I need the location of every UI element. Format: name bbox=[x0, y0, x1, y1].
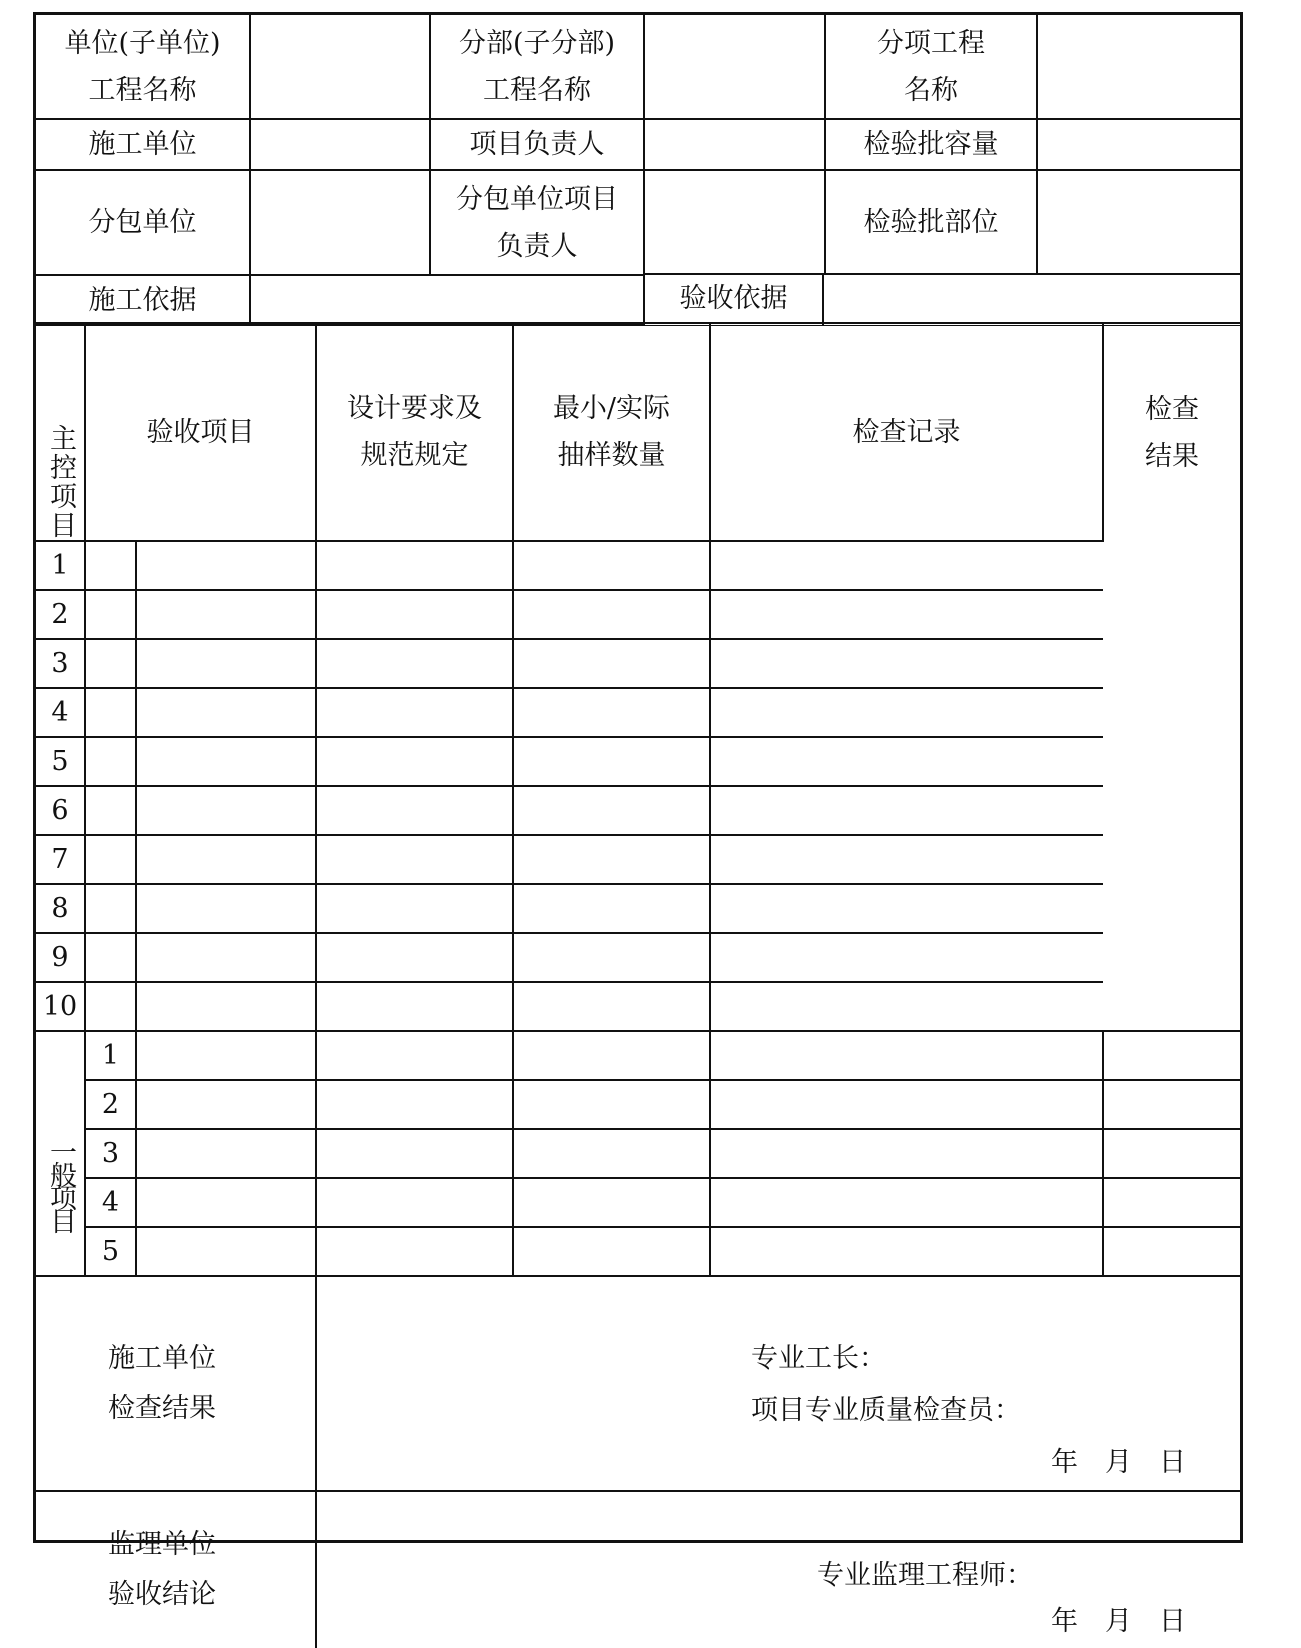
design-requirement-field[interactable] bbox=[136, 737, 316, 786]
sample-count-field[interactable] bbox=[316, 737, 513, 786]
design-requirement-field[interactable] bbox=[136, 688, 316, 737]
sample-count-field[interactable] bbox=[316, 590, 513, 639]
subcontractor-field[interactable] bbox=[250, 170, 430, 275]
inspection-result-field[interactable] bbox=[1103, 1080, 1240, 1129]
item-field[interactable] bbox=[85, 541, 136, 590]
sample-count-field[interactable] bbox=[316, 884, 513, 933]
item-field[interactable] bbox=[85, 835, 136, 884]
table-row bbox=[36, 835, 1240, 884]
item-field[interactable] bbox=[85, 590, 136, 639]
subcontractor-label: 分包单位 bbox=[36, 170, 250, 275]
design-requirement-field[interactable] bbox=[136, 590, 316, 639]
item-field[interactable] bbox=[136, 1080, 316, 1129]
row-number: 10 bbox=[36, 982, 85, 1031]
item-field[interactable] bbox=[85, 884, 136, 933]
item-field[interactable] bbox=[85, 933, 136, 982]
sample-count-field[interactable] bbox=[316, 933, 513, 982]
inspection-result-field[interactable] bbox=[710, 933, 1103, 982]
table-row bbox=[36, 1227, 1240, 1276]
unit-project-name-label: 单位(子单位) 工程名称 bbox=[36, 15, 250, 119]
table-row bbox=[36, 1178, 1240, 1227]
acceptance-basis-label-cell: 验收依据 bbox=[643, 275, 824, 325]
inspection-record-field[interactable] bbox=[710, 1080, 1103, 1129]
inspection-record-field[interactable] bbox=[513, 639, 710, 688]
sample-count-field[interactable] bbox=[316, 786, 513, 835]
inspection-record-field[interactable] bbox=[513, 786, 710, 835]
inspection-result-field[interactable] bbox=[710, 982, 1103, 1031]
inspection-record-field[interactable] bbox=[710, 1227, 1103, 1276]
inspection-result-field[interactable] bbox=[710, 590, 1103, 639]
row-number: 8 bbox=[36, 884, 85, 933]
inspection-result-field[interactable] bbox=[1103, 1031, 1240, 1080]
row-number: 4 bbox=[36, 688, 85, 737]
row-number: 9 bbox=[36, 933, 85, 982]
item-field[interactable] bbox=[85, 737, 136, 786]
foreman-label: 专业工长： bbox=[751, 1343, 886, 1374]
subdivision-project-name-label: 分部(子分部) 工程名称 bbox=[430, 15, 644, 119]
table-row bbox=[36, 933, 1240, 982]
inspection-batch-form bbox=[33, 12, 1243, 1637]
row-number: 1 bbox=[85, 1031, 136, 1080]
construction-date-label: 年 月 日 bbox=[1051, 1447, 1186, 1478]
row-number: 2 bbox=[85, 1080, 136, 1129]
inspection-result-field[interactable] bbox=[1103, 1129, 1240, 1178]
inspection-result-field[interactable] bbox=[710, 786, 1103, 835]
construction-unit-label: 施工单位 bbox=[36, 119, 250, 170]
sample-count-field[interactable] bbox=[513, 1227, 710, 1276]
design-requirement-field[interactable] bbox=[136, 786, 316, 835]
main-control-group-label: 主控项目 bbox=[36, 323, 85, 541]
inspection-result-field[interactable] bbox=[710, 737, 1103, 786]
table-row bbox=[36, 639, 1240, 688]
inspection-record-field[interactable] bbox=[513, 590, 710, 639]
inspection-record-field[interactable] bbox=[513, 541, 710, 590]
row-number: 3 bbox=[85, 1129, 136, 1178]
item-project-name-label: 分项工程 名称 bbox=[825, 15, 1037, 119]
design-requirement-field[interactable] bbox=[316, 1227, 513, 1276]
design-requirement-field[interactable] bbox=[136, 933, 316, 982]
construction-basis-divider bbox=[249, 273, 251, 323]
item-field[interactable] bbox=[136, 1178, 316, 1227]
table-row bbox=[36, 590, 1240, 639]
design-requirement-field[interactable] bbox=[136, 835, 316, 884]
table-row bbox=[36, 1080, 1240, 1129]
item-field[interactable] bbox=[85, 786, 136, 835]
col-inspection-record: 检查记录 bbox=[710, 323, 1103, 541]
batch-location-field[interactable] bbox=[1037, 170, 1240, 275]
subdivision-project-name-field[interactable] bbox=[644, 15, 825, 119]
supervision-date-label: 年 月 日 bbox=[1051, 1606, 1186, 1637]
row-number: 7 bbox=[36, 835, 85, 884]
design-requirement-field[interactable] bbox=[316, 1178, 513, 1227]
sample-count-field[interactable] bbox=[513, 1031, 710, 1080]
table-row bbox=[36, 1129, 1240, 1178]
inspection-result-field[interactable] bbox=[710, 639, 1103, 688]
row-number: 1 bbox=[36, 541, 85, 590]
inspection-record-field[interactable] bbox=[710, 1031, 1103, 1080]
sample-count-field[interactable] bbox=[316, 835, 513, 884]
design-requirement-field[interactable] bbox=[136, 541, 316, 590]
row-number: 4 bbox=[85, 1178, 136, 1227]
project-manager-field[interactable] bbox=[644, 119, 825, 170]
inspection-result-field[interactable] bbox=[1103, 1227, 1240, 1276]
design-requirement-field[interactable] bbox=[316, 1031, 513, 1080]
construction-check-label: 施工单位 检查结果 bbox=[36, 1276, 316, 1491]
subcontractor-manager-field[interactable] bbox=[644, 170, 825, 275]
item-field[interactable] bbox=[85, 688, 136, 737]
table-row bbox=[36, 541, 1240, 590]
acceptance-basis-row bbox=[643, 273, 1240, 325]
acceptance-basis-field[interactable] bbox=[824, 275, 1240, 325]
item-field[interactable] bbox=[136, 1227, 316, 1276]
sample-count-field[interactable] bbox=[316, 541, 513, 590]
row-number: 3 bbox=[36, 639, 85, 688]
supervision-engineer-label: 专业监理工程师： bbox=[817, 1560, 1033, 1591]
design-requirement-field[interactable] bbox=[316, 1080, 513, 1129]
sample-count-field[interactable] bbox=[513, 1178, 710, 1227]
sample-count-field[interactable] bbox=[513, 1080, 710, 1129]
inspection-items-table bbox=[36, 322, 1240, 1648]
construction-basis-label: 施工依据 bbox=[36, 275, 250, 325]
row-number: 2 bbox=[36, 590, 85, 639]
table-row bbox=[36, 1031, 1240, 1080]
batch-capacity-label: 检验批容量 bbox=[825, 119, 1037, 170]
inspection-record-field[interactable] bbox=[710, 1129, 1103, 1178]
quality-inspector-label: 项目专业质量检查员： bbox=[751, 1395, 1021, 1426]
unit-project-name-field[interactable] bbox=[250, 15, 430, 119]
inspection-record-field[interactable] bbox=[513, 737, 710, 786]
col-inspection-result: 检查 结果 bbox=[1103, 323, 1240, 541]
col-sample-count: 最小/实际 抽样数量 bbox=[513, 323, 710, 541]
col-design-requirement: 设计要求及 规范规定 bbox=[316, 323, 513, 541]
inspection-record-field[interactable] bbox=[513, 982, 710, 1031]
sample-count-field[interactable] bbox=[316, 688, 513, 737]
design-requirement-field[interactable] bbox=[136, 982, 316, 1031]
design-requirement-field[interactable] bbox=[136, 884, 316, 933]
inspection-result-field[interactable] bbox=[710, 688, 1103, 737]
inspection-result-field[interactable] bbox=[710, 541, 1103, 590]
sample-count-field[interactable] bbox=[513, 1129, 710, 1178]
inspection-result-field[interactable] bbox=[710, 884, 1103, 933]
project-manager-label: 项目负责人 bbox=[430, 119, 644, 170]
construction-check-area[interactable] bbox=[316, 1276, 1240, 1491]
sample-count-field[interactable] bbox=[316, 982, 513, 1031]
item-project-name-field[interactable] bbox=[1037, 15, 1240, 119]
batch-capacity-field[interactable] bbox=[1037, 119, 1240, 170]
batch-location-label: 检验批部位 bbox=[825, 170, 1037, 275]
row-number: 6 bbox=[36, 786, 85, 835]
inspection-record-field[interactable] bbox=[513, 688, 710, 737]
item-field[interactable] bbox=[136, 1129, 316, 1178]
inspection-record-field[interactable] bbox=[710, 1178, 1103, 1227]
item-field[interactable] bbox=[136, 1031, 316, 1080]
row-number: 5 bbox=[36, 737, 85, 786]
inspection-record-field[interactable] bbox=[513, 884, 710, 933]
general-group-label: 一般项目 bbox=[36, 1031, 85, 1276]
inspection-result-field[interactable] bbox=[1103, 1178, 1240, 1227]
table-row bbox=[36, 786, 1240, 835]
col-acceptance-item: 验收项目 bbox=[85, 323, 316, 541]
subcontractor-manager-label: 分包单位项目 负责人 bbox=[430, 170, 644, 275]
table-row bbox=[36, 982, 1240, 1031]
design-requirement-field[interactable] bbox=[316, 1129, 513, 1178]
table-row bbox=[36, 737, 1240, 786]
inspection-record-field[interactable] bbox=[513, 933, 710, 982]
supervision-conclusion-label: 监理单位 验收结论 bbox=[36, 1491, 316, 1648]
table-row bbox=[36, 688, 1240, 737]
table-row bbox=[36, 884, 1240, 933]
sample-count-field[interactable] bbox=[316, 639, 513, 688]
design-requirement-field[interactable] bbox=[136, 639, 316, 688]
inspection-result-field[interactable] bbox=[710, 835, 1103, 884]
item-field[interactable] bbox=[85, 982, 136, 1031]
inspection-record-field[interactable] bbox=[513, 835, 710, 884]
supervision-conclusion-area[interactable] bbox=[316, 1491, 1240, 1648]
construction-unit-field[interactable] bbox=[250, 119, 430, 170]
row-number: 5 bbox=[85, 1227, 136, 1276]
item-field[interactable] bbox=[85, 639, 136, 688]
